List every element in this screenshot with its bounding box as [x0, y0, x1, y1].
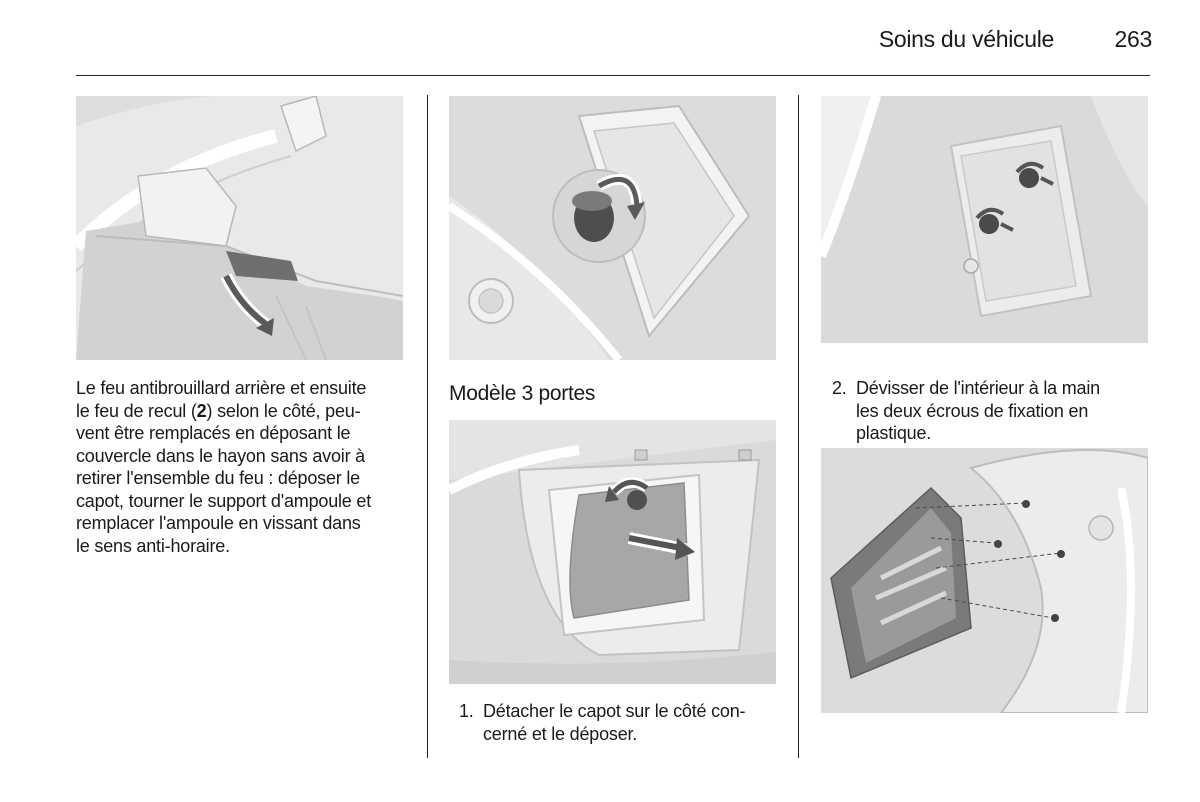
- trunk-side-cover-illustration: [449, 420, 776, 684]
- column-divider-left: [427, 95, 428, 758]
- step-text-line: cerné et le déposer.: [483, 723, 638, 744]
- intro-paragraph: Le feu antibrouillard arrière et ensuite le feu de recul (2) selon le côté, peu- vent être remplacés en déposant le couvercle dans le hayon sans avoir à retirer l'ensemble du feu : déposer le capot, tourner le support d'ampoule et remplacer l'ampoule en vissant dans le sens anti-horaire.: [76, 378, 372, 556]
- callout-number: 2: [196, 400, 207, 421]
- step-text-line: les deux écrous de fixation en: [856, 400, 1089, 421]
- step-2: [832, 377, 1152, 445]
- step-text-line: Dévisser de l'intérieur à la main: [856, 378, 1100, 398]
- step-text-line: Détacher le capot sur le côté con-: [483, 701, 746, 721]
- section-title: Soins du véhicule: [878, 26, 1054, 52]
- bulb-holder-illustration: [449, 96, 776, 360]
- tailgate-cover-illustration: [76, 96, 403, 360]
- page-number: 263: [1114, 26, 1152, 52]
- column-divider-right: [798, 95, 799, 758]
- step-1: [459, 700, 789, 746]
- subheading-3-door-model: Modèle 3 portes: [449, 382, 596, 405]
- lamp-removal-illustration: [821, 448, 1148, 713]
- step-text-line: plastique.: [856, 423, 932, 443]
- fixing-nuts-illustration: [821, 96, 1148, 343]
- header-rule: [76, 75, 1150, 76]
- step-number: 2.: [832, 378, 847, 398]
- step-number: 1.: [459, 701, 474, 721]
